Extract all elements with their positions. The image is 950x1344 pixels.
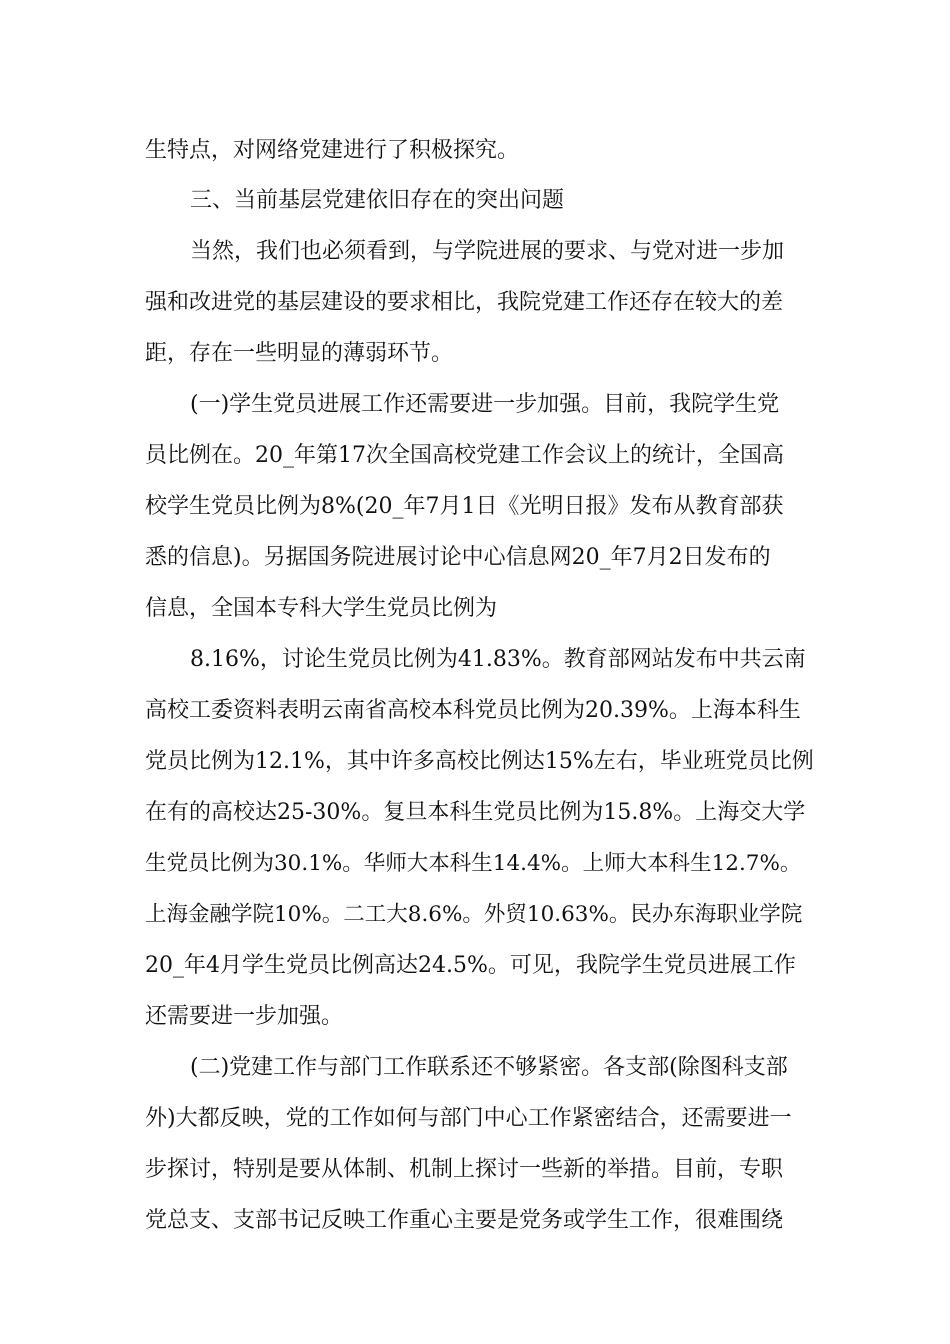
text-line: 党员比例为12.1%，其中许多高校比例达15%左右，毕业班党员比例	[145, 749, 814, 774]
text-line: 党总支、支部书记反映工作重心主要是党务或学生工作，很难围绕	[145, 1208, 784, 1233]
text-line: 20_年4月学生党员比例高达24.5%。可见，我院学生党员进展工作	[145, 953, 796, 978]
text-line: 高校工委资料表明云南省高校本科党员比例为20.39%。上海本科生	[145, 698, 801, 723]
text-line: 外)大都反映，党的工作如何与部门中心工作紧密结合，还需要进一	[145, 1106, 792, 1131]
text-line: 当然，我们也必须看到，与学院进展的要求、与党对进一步加	[190, 239, 785, 264]
text-line: 信息，全国本专科大学生党员比例为	[145, 596, 498, 621]
text-line: 校学生党员比例为8%(20_年7月1日《光明日报》发布从教育部获	[145, 494, 784, 519]
text-line: 生特点，对网络党建进行了积极探究。	[145, 138, 520, 163]
text-line: 强和改进党的基层建设的要求相比，我院党建工作还存在较大的差	[145, 290, 784, 315]
text-line: 在有的高校达25-30%。复旦本科生党员比例为15.8%。上海交大学	[145, 800, 806, 825]
text-line: 距，存在一些明显的薄弱环节。	[145, 341, 454, 366]
text-line: (二)党建工作与部门工作联系还不够紧密。各支部(除图科支部	[190, 1055, 788, 1080]
section-heading: 三、当前基层党建依旧存在的突出问题	[190, 188, 565, 213]
text-line: 员比例在。20_年第17次全国高校党建工作会议上的统计，全国高	[145, 443, 784, 468]
text-line: 生党员比例为30.1%。华师大本科生14.4%。上师大本科生12.7%。	[145, 851, 802, 876]
text-line: (一)学生党员进展工作还需要进一步加强。目前，我院学生党	[190, 392, 780, 417]
text-line: 上海金融学院10%。二工大8.6%。外贸10.63%。民办东海职业学院	[145, 902, 803, 927]
text-line: 还需要进一步加强。	[145, 1004, 344, 1029]
text-line: 悉的信息)。另据国务院进展讨论中心信息网20_年7月2日发布的	[145, 545, 771, 570]
text-line: 步探讨，特别是要从体制、机制上探讨一些新的举措。目前，专职	[145, 1157, 784, 1182]
text-line: 8.16%，讨论生党员比例为41.83%。教育部网站发布中共云南	[190, 647, 806, 672]
